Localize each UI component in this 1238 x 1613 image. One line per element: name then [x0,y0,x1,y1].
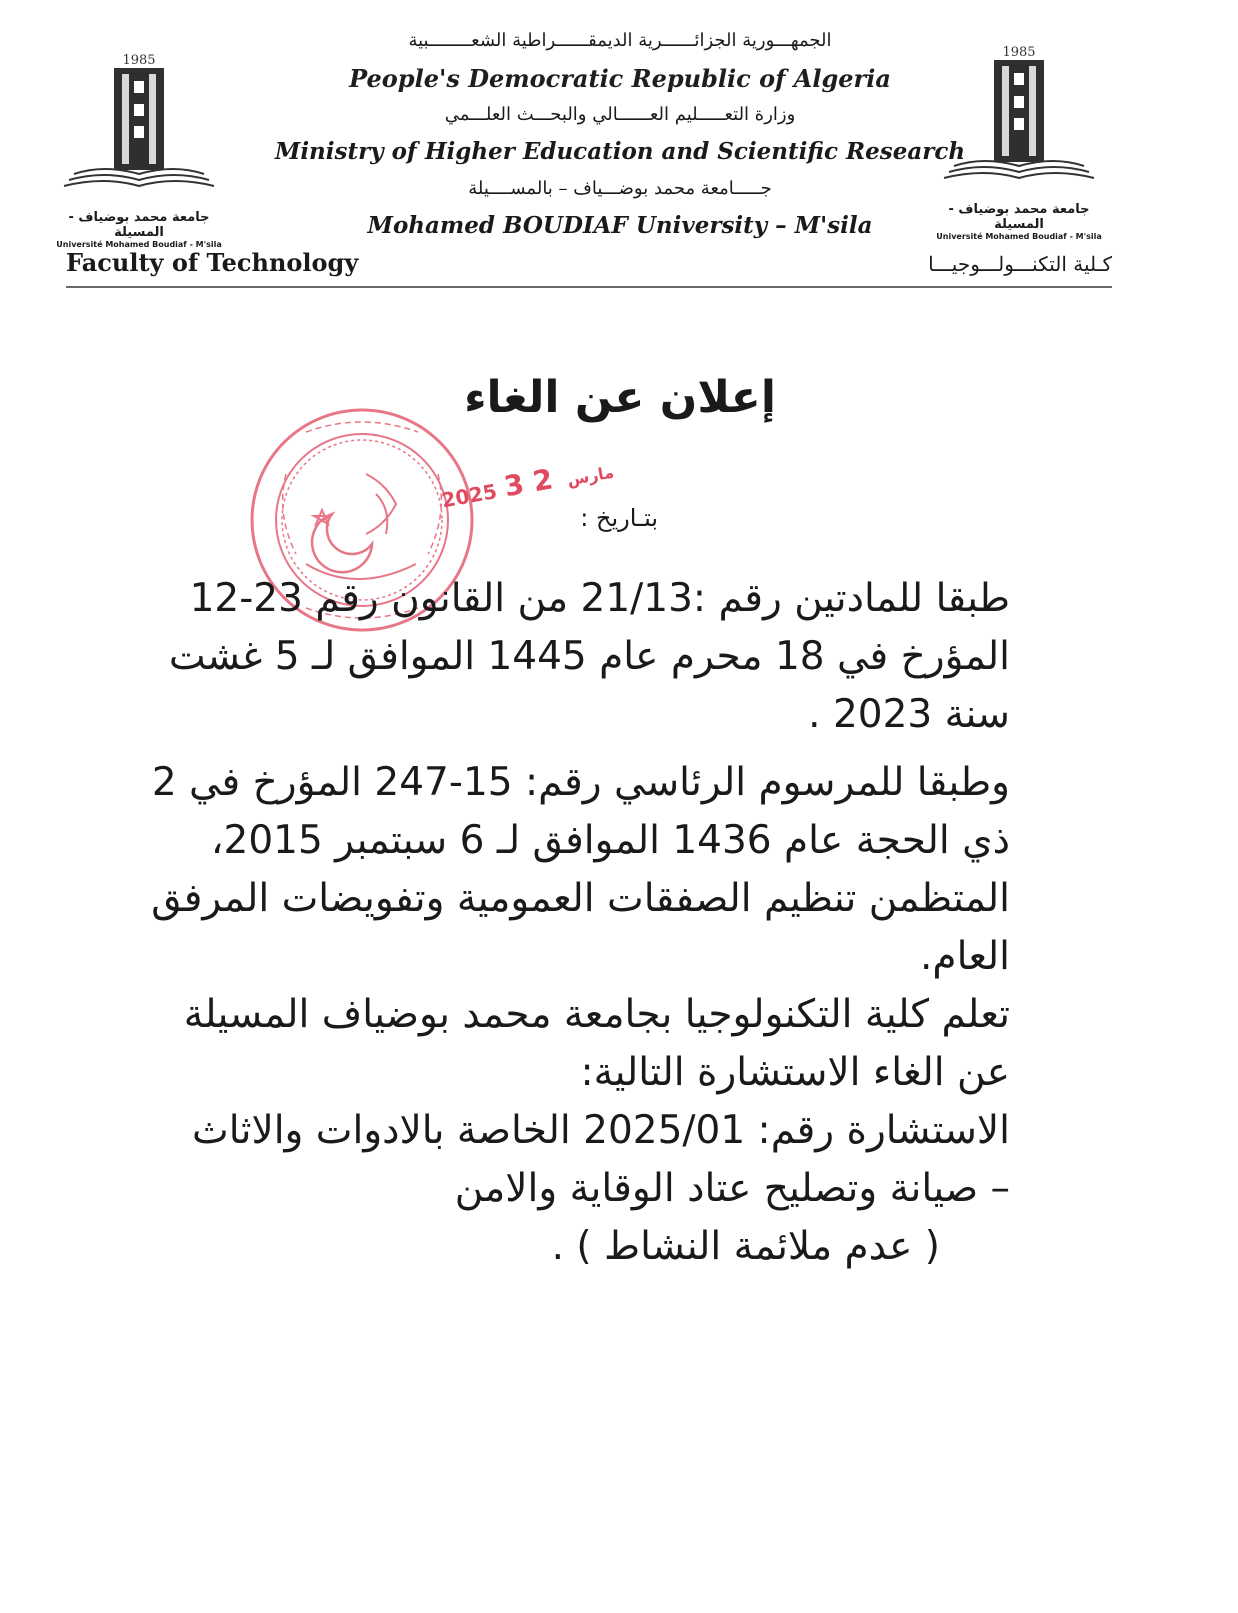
logo-year: 1985 [1002,45,1036,60]
stamp-year: 2025 [439,479,499,513]
university-logo-left [44,46,234,249]
logo-caption-french: Université Mohamed Boudiaf - M'sila [56,240,222,249]
logo-caption-french: Université Mohamed Boudiaf - M'sila [936,232,1102,241]
text-line: طبقا للمادتين رقم :21/13 من القانون رقم 23-12 [189,576,1010,621]
text-line: ( عدم ملائمة النشاط ) . [551,1224,940,1269]
text-line: المتظمن تنظيم الصفقات العمومية وتفويضات المرفق [151,876,1010,921]
tower-book-logo-icon [924,38,1114,198]
university-name-english: Mohamed BOUDIAF University – M'sila [367,212,873,239]
logo-year: 1985 [122,53,156,68]
stamp-day: 2 3 [501,462,556,504]
notice-body [150,570,1010,1276]
ministry-name-english: Ministry of Higher Education and Scientific Research [274,138,966,165]
stamp-month: مارس [565,462,616,490]
ministry-name-arabic: وزارة التعـــــليم العــــــالي والبحـــث العلـــمي [444,104,796,125]
text-line: – صيانة وتصليح عتاد الوقاية والامن [454,1166,1010,1211]
text-line: وطبقا للمرسوم الرئاسي رقم: 15-247 المؤرخ في 2 [151,760,1010,805]
text-line: سنة 2023 . [808,692,1010,737]
faculty-name-english: Faculty of Technology [66,248,359,277]
tower-book-logo-icon [44,46,234,206]
date-label: بتـاريخ : [580,504,658,532]
announcement-statement [150,986,1010,1102]
header-divider [66,286,1112,288]
university-name-arabic: جـــــامعة محمد بوضـــياف – بالمســــيلة [468,178,772,199]
country-name-arabic: الجمهـــورية الجزائــــــرية الديمقــــــراطية الشعــــــــبية [408,30,832,51]
university-logo-right [924,38,1114,241]
text-line: المؤرخ في 18 محرم عام 1445 الموافق لـ 5 غشت [168,634,1010,679]
legal-basis-law [150,570,1010,744]
text-line: ذي الحجة عام 1436 الموافق لـ 6 سبتمبر 2015، [210,818,1010,863]
notice-title: إعلان عن الغاء [464,372,776,423]
text-line: العام. [920,934,1010,979]
legal-basis-decree [150,754,1010,986]
faculty-name-arabic: كـلية التكنـــولـــوجيـــا [928,252,1112,276]
text-line: عن الغاء الاستشارة التالية: [580,1050,1010,1095]
text-line: الاستشارة رقم: 2025/01 الخاصة بالادوات والاثاث [192,1108,1010,1153]
logo-caption-arabic: جامعة محمد بوضياف - المسيلة [68,210,210,240]
logo-caption-arabic: جامعة محمد بوضياف - المسيلة [948,202,1090,232]
text-line: تعلم كلية التكنولوجيا بجامعة محمد بوضياف المسيلة [183,992,1010,1037]
country-name-english: People's Democratic Republic of Algeria [349,64,891,93]
consultation-details [150,1102,1010,1276]
